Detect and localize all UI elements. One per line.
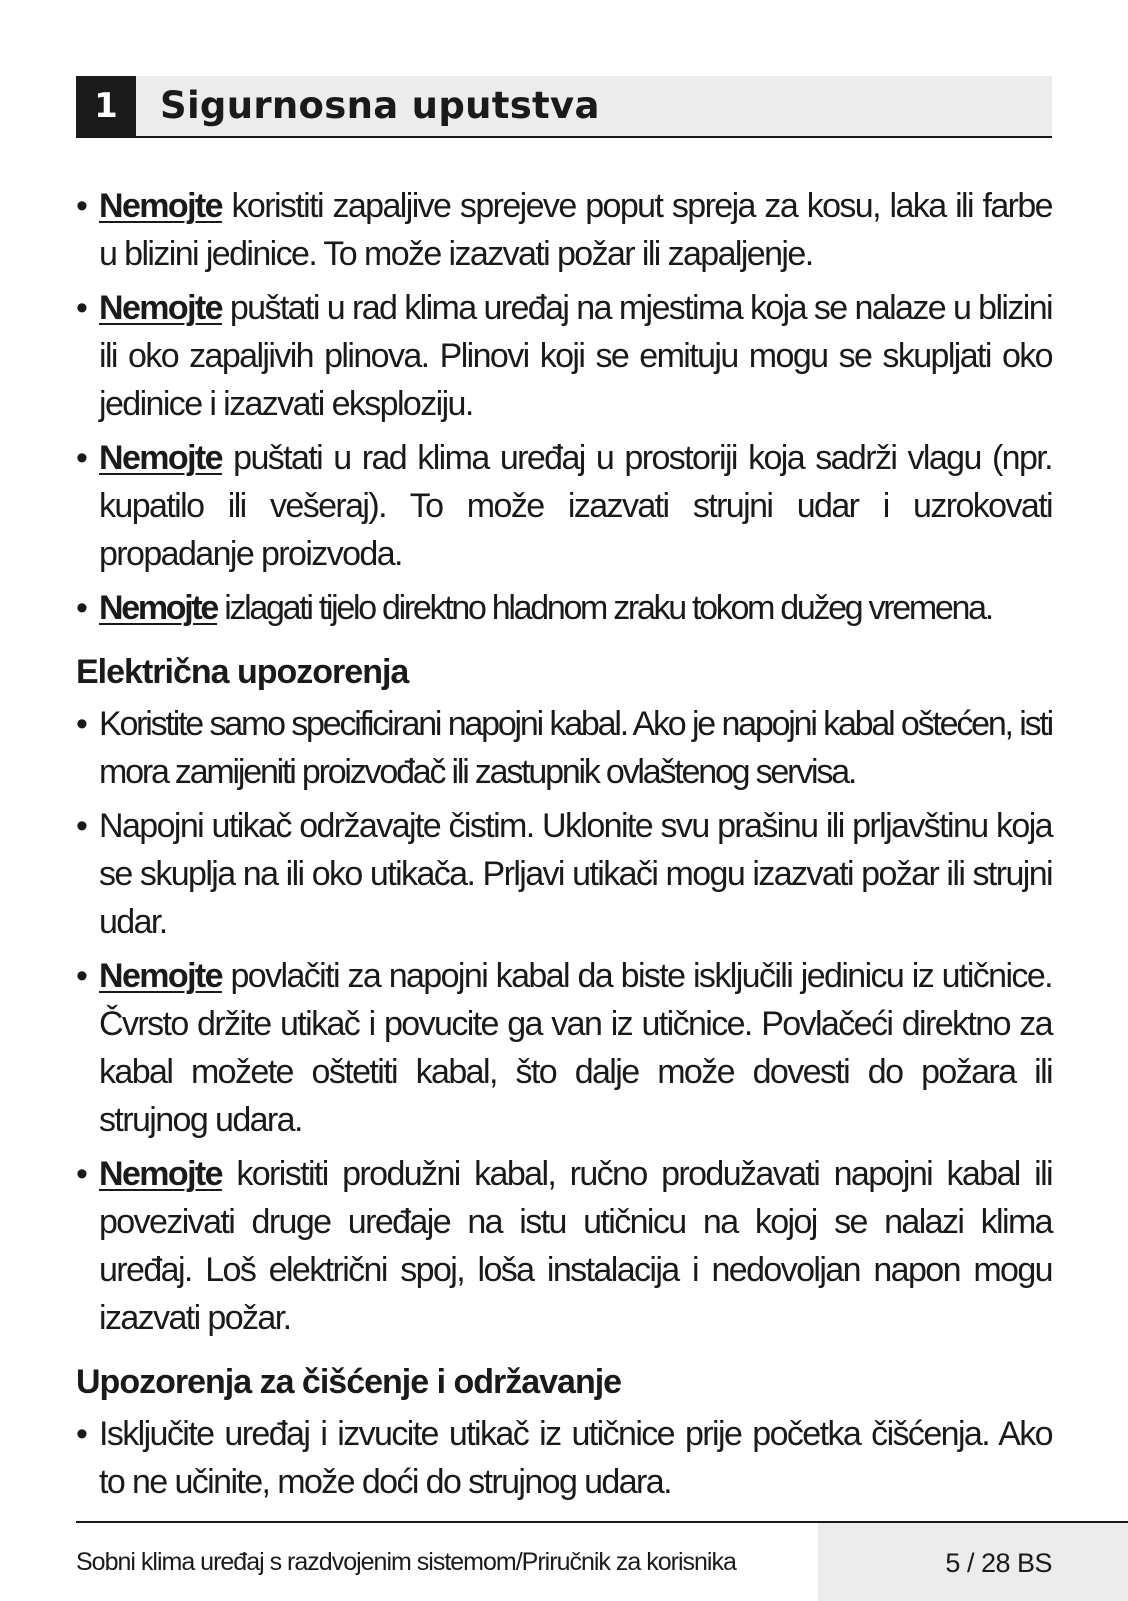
bullet-icon: • xyxy=(76,289,87,327)
bullet-icon: • xyxy=(76,705,86,743)
section-general-warnings xyxy=(76,182,1052,632)
item-text: koristiti produžni kabal, ručno produžavati napojni kabal ili povezivati druge uređaje na istu utičnicu na kojoj se nalazi klima uređaj. Loš električni spoj, loša instalacija i nedovoljan napon mogu izazvati požar. xyxy=(99,1155,1052,1337)
bullet-icon: • xyxy=(76,807,87,845)
list-item xyxy=(76,802,1052,946)
list-item xyxy=(76,1150,1052,1342)
bullet-icon: • xyxy=(76,589,86,627)
list-item xyxy=(76,182,1052,278)
bullet-icon: • xyxy=(76,957,87,995)
keyword: Nemojte xyxy=(99,289,222,327)
chapter-title: Sigurnosna uputstva xyxy=(160,84,600,127)
item-text: koristiti zapaljive sprejeve poput spreja za kosu, laka ili farbe u blizini jedinice. To može izazvati požar ili zapaljenje. xyxy=(99,187,1052,273)
section-cleaning-warnings xyxy=(76,1410,1052,1506)
item-text: puštati u rad klima uređaj na mjestima koja se nalaze u blizini ili oko zapaljivih plinova. Plinovi koji se emituju mogu se skupljati oko jedinice i izazvati eksploziju. xyxy=(99,289,1052,423)
item-text: povlačiti za napojni kabal da biste isključili jedinicu iz utičnice. Čvrsto držite utikač i povucite ga van iz utičnice. Povlačeći direktno za kabal možete oštetiti kabal, što dalje može dovesti do požara ili strujnog udara. xyxy=(99,957,1052,1139)
item-text: Napojni utikač održavajte čistim. Uklonite svu prašinu ili prljavštinu koja se skuplja na ili oko utikača. Prljavi utikači mogu izazvati požar ili strujni udar. xyxy=(99,807,1052,941)
bullet-icon: • xyxy=(76,187,87,225)
keyword: Nemojte xyxy=(99,439,222,477)
list-item xyxy=(76,284,1052,428)
chapter-number: 1 xyxy=(76,76,136,136)
bullet-icon: • xyxy=(76,439,87,477)
item-text: izlagati tijelo direktno hladnom zraku tokom dužeg vremena. xyxy=(217,589,992,627)
bullet-icon: • xyxy=(76,1415,87,1453)
page-content xyxy=(76,182,1052,1512)
item-text: puštati u rad klima uređaj u prostoriji koja sadrži vlagu (npr. kupatilo ili vešeraj). To može izazvati strujni udar i uzrokovati propadanje proizvoda. xyxy=(99,439,1052,573)
item-text: Isključite uređaj i izvucite utikač iz utičnice prije početka čišćenja. Ako to ne učinite, može doći do strujnog udara. xyxy=(99,1415,1052,1501)
keyword: Nemojte xyxy=(99,1155,222,1193)
list-item xyxy=(76,1410,1052,1506)
keyword: Nemojte xyxy=(99,589,218,627)
footer-document-title: Sobni klima uređaj s razdvojenim sistemom/Priručnik za korisnika xyxy=(76,1548,736,1576)
keyword: Nemojte xyxy=(99,957,222,995)
list-item xyxy=(76,700,1052,796)
item-text: Koristite samo specificirani napojni kabal. Ako je napojni kabal oštećen, isti mora zamijeniti proizvođač ili zastupnik ovlaštenog servisa. xyxy=(99,705,1052,791)
list-item xyxy=(76,952,1052,1144)
bullet-icon: • xyxy=(76,1155,87,1193)
list-item xyxy=(76,584,1052,632)
section-heading-electrical: Električna upozorenja xyxy=(76,653,409,691)
section-heading-cleaning: Upozorenja za čišćenje i održavanje xyxy=(76,1363,622,1401)
list-item xyxy=(76,434,1052,578)
chapter-header xyxy=(76,76,1052,138)
footer-page-number: 5 / 28 BS xyxy=(945,1548,1052,1578)
keyword: Nemojte xyxy=(99,187,222,225)
section-electrical-warnings xyxy=(76,700,1052,1342)
